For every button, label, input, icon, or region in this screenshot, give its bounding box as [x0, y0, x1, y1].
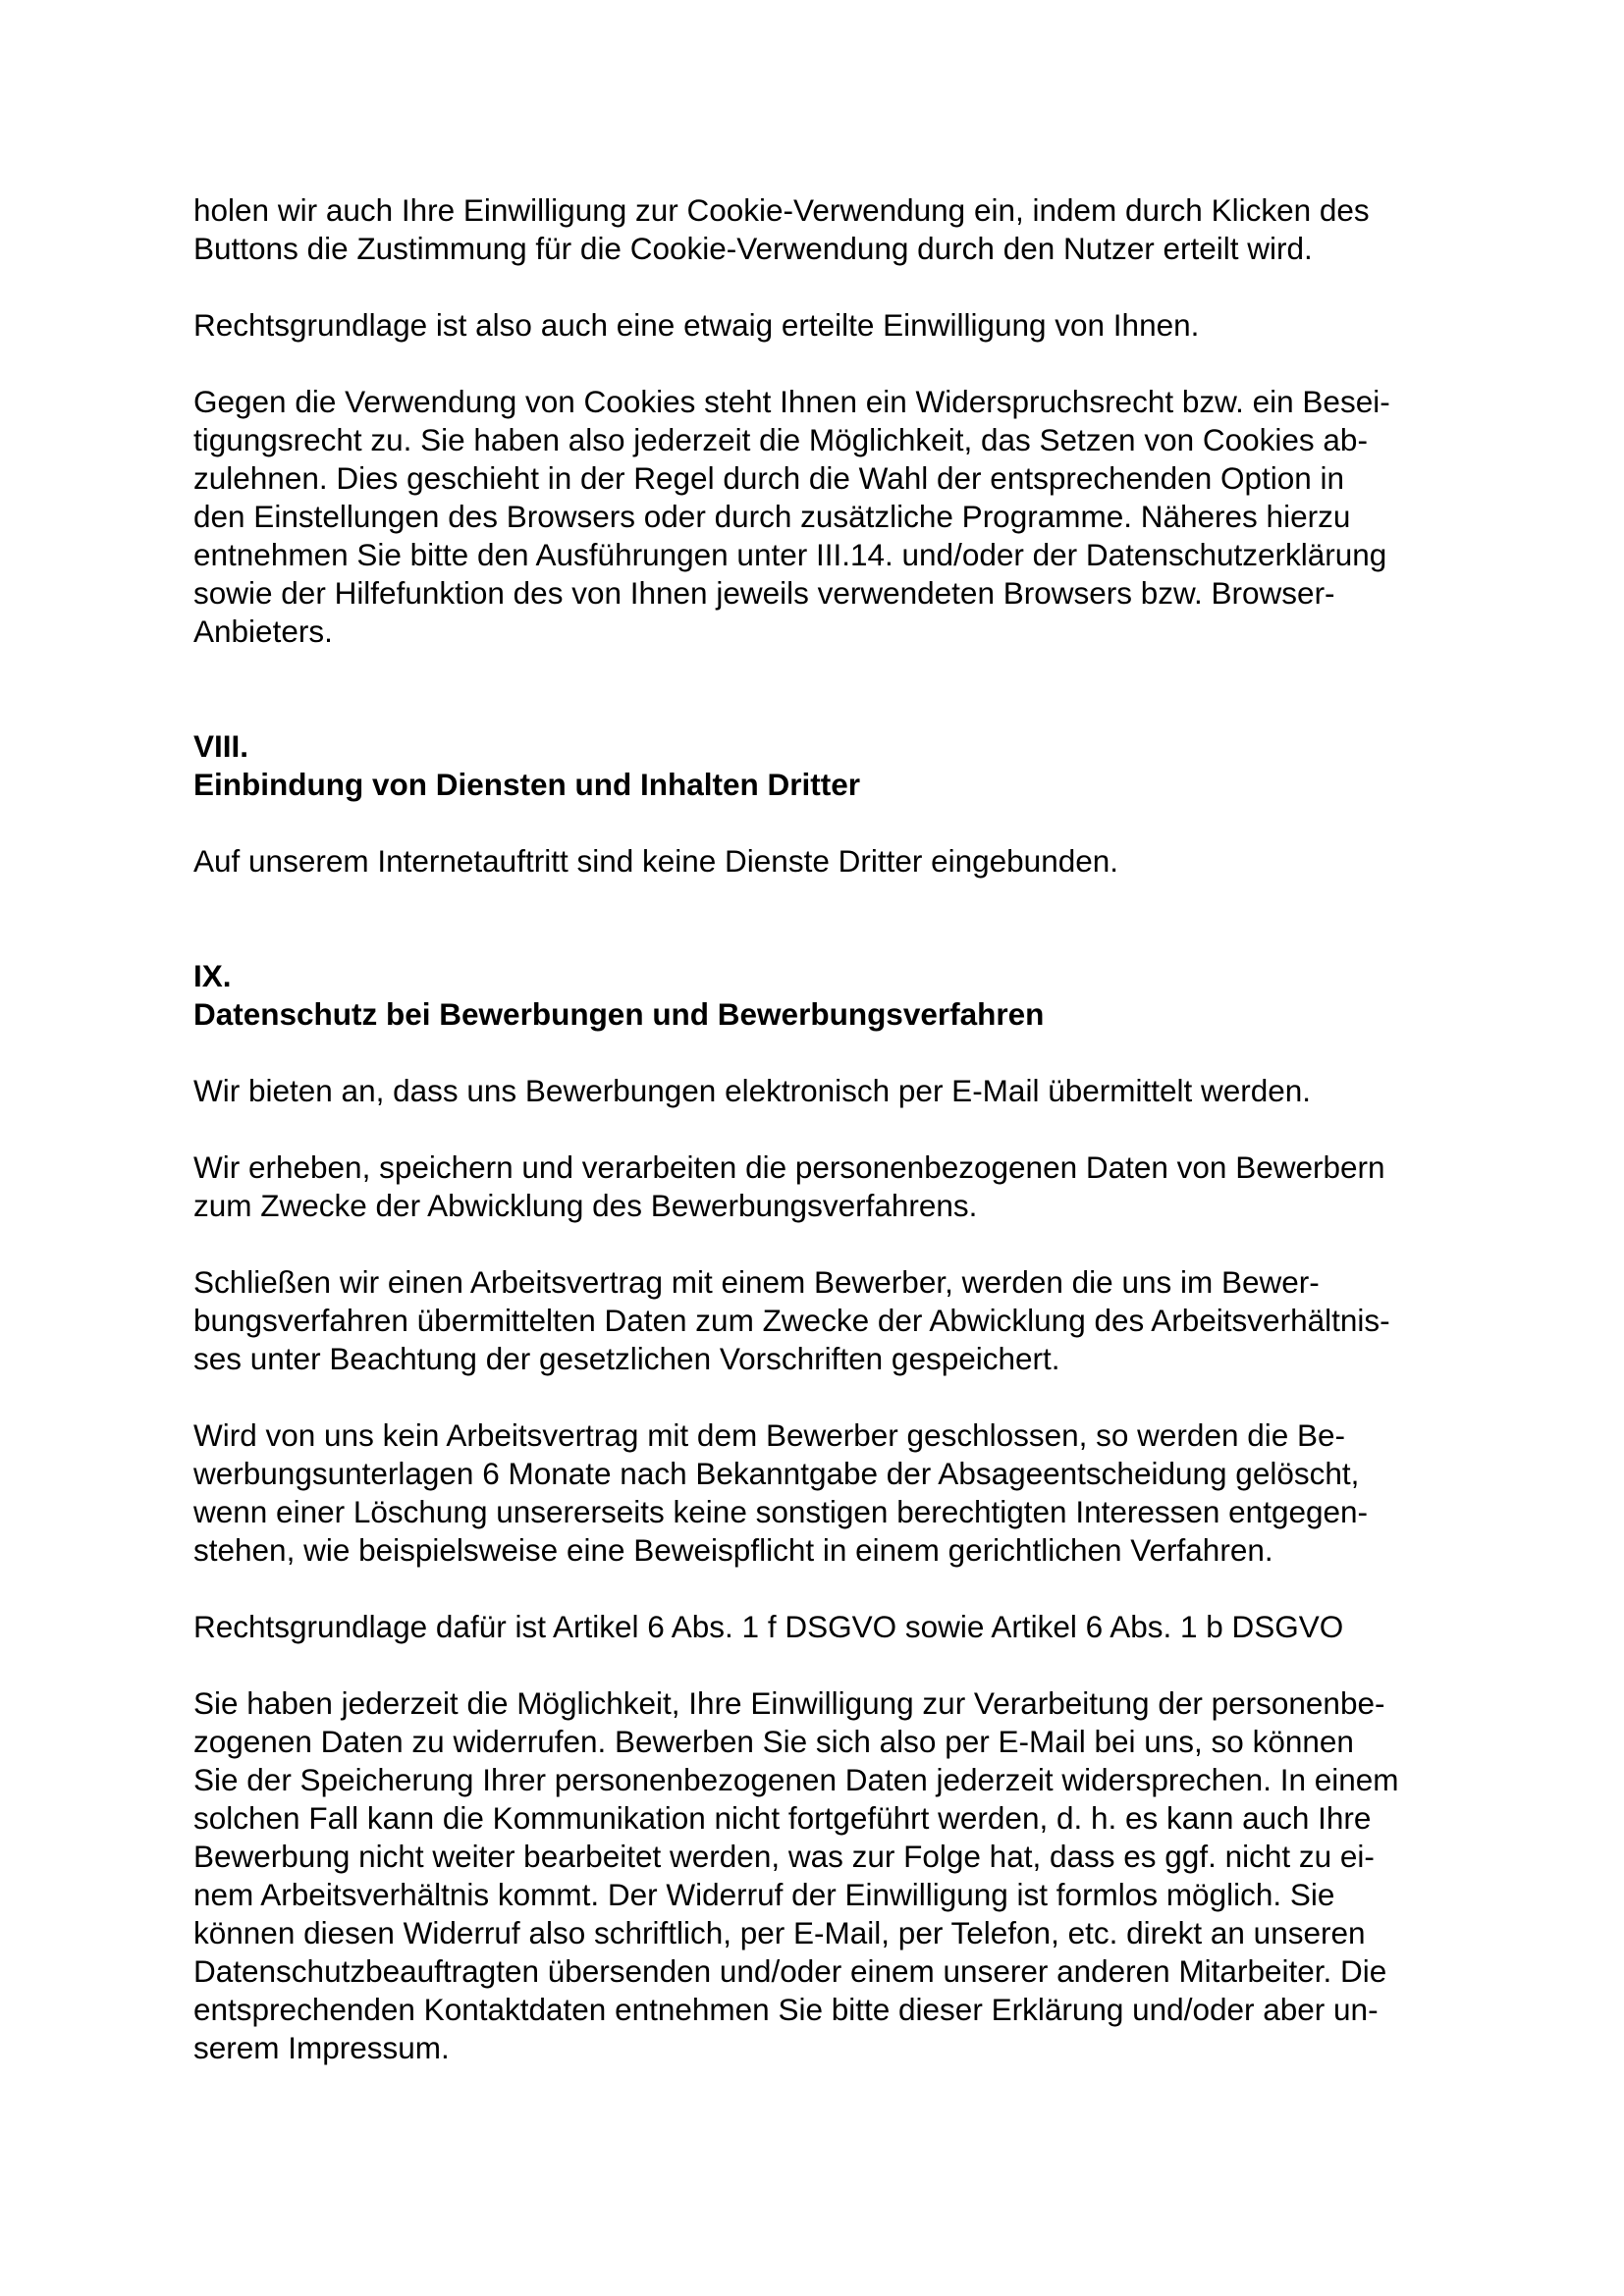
paragraph — [193, 1263, 1480, 1378]
document-page — [193, 191, 1480, 2106]
text-line: wenn einer Löschung unsererseits keine sonstigen berechtigten Interessen entgegen- — [193, 1494, 1369, 1529]
text-line: holen wir auch Ihre Einwilligung zur Cookie-Verwendung ein, indem durch Klicken des — [193, 192, 1370, 228]
text-line: Wird von uns kein Arbeitsvertrag mit dem Bewerber geschlossen, so werden die Be- — [193, 1417, 1346, 1453]
text-line: Sie der Speicherung Ihrer personenbezogenen Daten jederzeit widersprechen. In einem — [193, 1762, 1399, 1797]
text-line: Rechtsgrundlage ist also auch eine etwaig erteilte Einwilligung von Ihnen. — [193, 307, 1200, 343]
text-line: können diesen Widerruf also schriftlich, per E-Mail, per Telefon, etc. direkt an unseren — [193, 1915, 1366, 1950]
text-line: Anbieters. — [193, 614, 333, 649]
text-line: zulehnen. Dies geschieht in der Regel durch die Wahl der entsprechenden Option in — [193, 460, 1345, 496]
text-line: entsprechenden Kontaktdaten entnehmen Sie bitte dieser Erklärung und/oder aber un- — [193, 1992, 1379, 2027]
text-line: Sie haben jederzeit die Möglichkeit, Ihre Einwilligung zur Verarbeitung der personenbe- — [193, 1685, 1385, 1721]
text-line: ses unter Beachtung der gesetzlichen Vorschriften gespeichert. — [193, 1341, 1060, 1376]
text-line: Wir erheben, speichern und verarbeiten die personenbezogenen Daten von Bewerbern — [193, 1149, 1385, 1185]
text-line: Schließen wir einen Arbeitsvertrag mit einem Bewerber, werden die uns im Bewer- — [193, 1264, 1320, 1300]
text-line: Wir bieten an, dass uns Bewerbungen elektronisch per E-Mail übermittelt werden. — [193, 1073, 1312, 1108]
text-line: zogenen Daten zu widerrufen. Bewerben Sie sich also per E-Mail bei uns, so können — [193, 1724, 1354, 1759]
paragraph — [193, 191, 1480, 268]
paragraph — [193, 1608, 1480, 1646]
text-line: stehen, wie beispielsweise eine Beweispflicht in einem gerichtlichen Verfahren. — [193, 1532, 1273, 1568]
text-line: entnehmen Sie bitte den Ausführungen unter III.14. und/oder der Datenschutzerklärung — [193, 537, 1387, 572]
paragraph — [193, 306, 1480, 345]
text-line: bungsverfahren übermittelten Daten zum Zwecke der Abwicklung des Arbeitsverhältnis- — [193, 1303, 1390, 1338]
text-line: serem Impressum. — [193, 2030, 450, 2065]
section-viii — [193, 727, 1480, 881]
paragraph — [193, 383, 1480, 651]
text-line: nem Arbeitsverhältnis kommt. Der Widerruf der Einwilligung ist formlos möglich. Sie — [193, 1877, 1335, 1912]
text-line: Bewerbung nicht weiter bearbeitet werden, was zur Folge hat, dass es ggf. nicht zu ei- — [193, 1839, 1375, 1874]
text-line: den Einstellungen des Browsers oder durch zusätzliche Programme. Näheres hierzu — [193, 499, 1351, 534]
text-line: Gegen die Verwendung von Cookies steht Ihnen ein Widerspruchsrecht bzw. ein Besei- — [193, 384, 1390, 419]
section-viii-paragraphs — [193, 842, 1480, 881]
text-line: zum Zwecke der Abwicklung des Bewerbungsverfahrens. — [193, 1188, 978, 1223]
section-ix-paragraphs — [193, 1072, 1480, 2067]
paragraph — [193, 842, 1480, 881]
section-title: Datenschutz bei Bewerbungen und Bewerbungsverfahren — [193, 996, 1045, 1032]
section-title: Einbindung von Diensten und Inhalten Dritter — [193, 767, 860, 802]
text-line: Rechtsgrundlage dafür ist Artikel 6 Abs. 1 f DSGVO sowie Artikel 6 Abs. 1 b DSGVO — [193, 1609, 1344, 1644]
text-line: Datenschutzbeauftragten übersenden und/oder einem unserer anderen Mitarbeiter. Die — [193, 1953, 1387, 1989]
paragraph — [193, 1072, 1480, 1110]
text-line: sowie der Hilfefunktion des von Ihnen jeweils verwendeten Browsers bzw. Browser- — [193, 575, 1335, 611]
paragraph — [193, 1416, 1480, 1570]
text-line: Auf unserem Internetauftritt sind keine Dienste Dritter eingebunden. — [193, 843, 1119, 879]
intro-paragraphs — [193, 191, 1480, 651]
paragraph — [193, 1148, 1480, 1225]
text-line: tigungsrecht zu. Sie haben also jederzeit die Möglichkeit, das Setzen von Cookies ab- — [193, 422, 1368, 457]
section-number: IX. — [193, 958, 232, 993]
text-line: solchen Fall kann die Kommunikation nicht fortgeführt werden, d. h. es kann auch Ihre — [193, 1800, 1372, 1836]
section-ix — [193, 957, 1480, 2067]
text-line: Buttons die Zustimmung für die Cookie-Verwendung durch den Nutzer erteilt wird. — [193, 231, 1313, 266]
section-number: VIII. — [193, 728, 249, 764]
text-line: werbungsunterlagen 6 Monate nach Bekanntgabe der Absageentscheidung gelöscht, — [193, 1456, 1360, 1491]
paragraph — [193, 1684, 1480, 2067]
